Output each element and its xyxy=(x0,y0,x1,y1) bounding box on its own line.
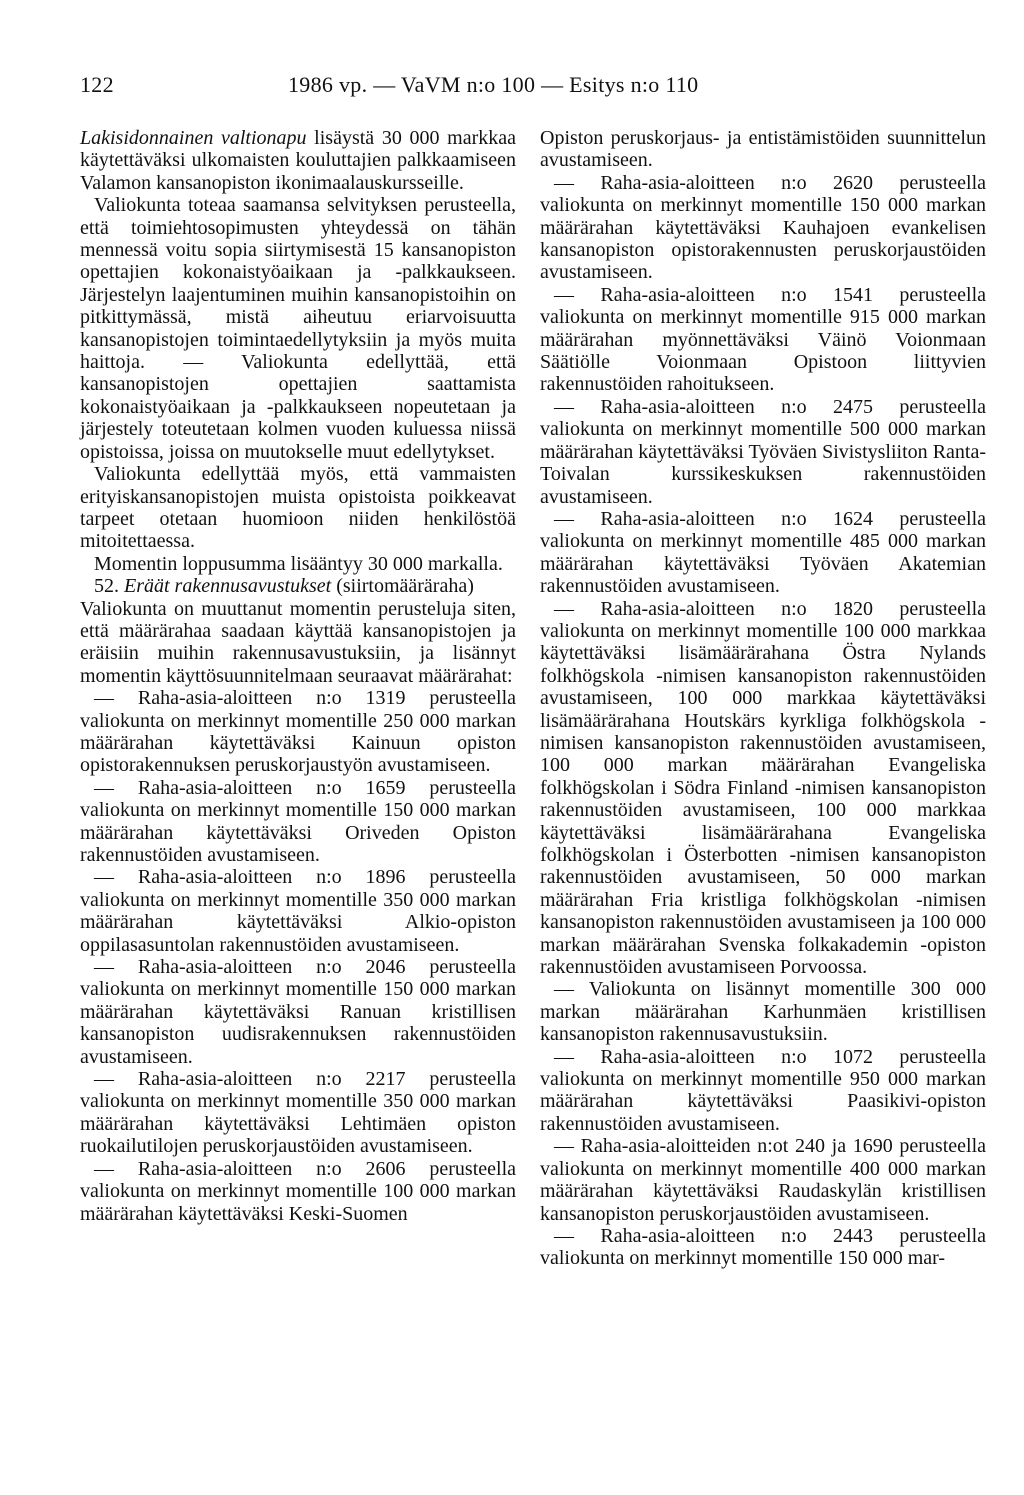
list-item: — Raha-asia-aloitteen n:o 2475 perusteella valiokunta on merkinnyt momentille 500 000 markan määrärahan käytettäväksi Työväen Sivistysliiton Ranta-Toivalan kurssikeskuksen rakennustöiden avustamiseen. xyxy=(540,395,986,508)
left-column xyxy=(80,127,516,1225)
list-item: — Raha-asia-aloitteen n:o 1319 perusteella valiokunta on merkinnyt momentille 250 000 markan määrärahan käytettäväksi Kainuun opiston opistorakennuksen peruskorjaustyön avustamiseen. xyxy=(80,687,516,777)
paragraph: Valiokunta edellyttää myös, että vammaisten erityiskansanopistojen muista opistoista poikkeavat tarpeet otetaan huomioon niiden henkilöstöä mitoitettaessa. xyxy=(80,463,516,553)
paragraph: Valiokunta toteaa saamansa selvityksen perusteella, että toimiehtosopimusten yhteydessä on tähän mennessä voitu sopia siirtymisestä 15 kansanopiston opettajien kokonaistyöaikaan ja -palkkaukseen. Järjestelyn laajentuminen muihin kansanopistoihin on pitkittymässä, mistä aiheutuu eriarvoisuutta kansanopistojen toimintaedellytyksiin ja myös muita haittoja. — Valiokunta edellyttää, että kansanopistojen opettajien saattamista kokonaistyöaikaan ja -palkkaukseen nopeutetaan ja järjestely toteutetaan kolmen vuoden kuluessa niissä opistoissa, joissa on muutokselle muut edellytykset. xyxy=(80,194,516,463)
list-item: — Raha-asia-aloitteen n:o 2620 perusteella valiokunta on merkinnyt momentille 150 000 markan määrärahan käytettäväksi Kauhajoen evankelisen kansanopiston opistorakennusten peruskorjaustöiden avustamiseen. xyxy=(540,171,986,284)
list-item: — Raha-asia-aloitteen n:o 1659 perusteella valiokunta on merkinnyt momentille 150 000 markan määrärahan käytettäväksi Oriveden Opiston rakennustöiden avustamiseen. xyxy=(80,776,516,866)
running-title: 1986 vp. — VaVM n:o 100 — Esitys n:o 110 xyxy=(288,72,699,97)
list-item: — Raha-asia-aloitteen n:o 2046 perusteella valiokunta on merkinnyt momentille 150 000 markan määrärahan käytettäväksi Ranuan kristillisen kansanopiston uudisrakennuksen rakennustöiden avustamiseen. xyxy=(80,956,516,1068)
section-suffix: (siirtomääräraha) xyxy=(331,575,474,598)
list-item: — Raha-asia-aloitteiden n:ot 240 ja 1690 perusteella valiokunta on merkinnyt momentille 400 000 markan määrärahan käytettäväksi Raudaskylän kristillisen kansanopiston peruskorjaustöiden avustamiseen. xyxy=(540,1135,986,1225)
intro-text: lisäystä 30 000 markkaa käytettäväksi ulkomaisten kouluttajien palkkaamiseen Valamon kansanopiston ikonimaalauskursseille. xyxy=(80,127,516,194)
section-number: 52. xyxy=(94,575,124,598)
list-item: — Raha-asia-aloitteen n:o 1896 perusteella valiokunta on merkinnyt momentille 350 000 markan määrärahan käytettäväksi Alkio-opiston oppilasasuntolan rakennustöiden avustamiseen. xyxy=(80,866,516,956)
list-item: — Raha-asia-aloitteen n:o 1624 perusteella valiokunta on merkinnyt momentille 485 000 markan määrärahan käytettäväksi Työväen Akatemian rakennustöiden avustamiseen. xyxy=(540,507,986,598)
paragraph: Momentin loppusumma lisääntyy 30 000 markalla. xyxy=(94,552,503,575)
list-item: — Raha-asia-aloitteen n:o 2606 perusteella valiokunta on merkinnyt momentille 100 000 markan määrärahan käytettäväksi Keski-Suomen xyxy=(80,1157,516,1225)
intro-paragraph xyxy=(80,127,516,194)
section-heading xyxy=(80,575,516,597)
list-item: — Raha-asia-aloitteen n:o 1820 perusteella valiokunta on merkinnyt momentille 100 000 markkaa käytettäväksi lisämäärärahana Östra Nylands folkhögskola -nimisen kansanopiston rakennustöiden avustamiseen, 100 000 markkaa käytettäväksi lisämäärärahana Houtskärs kyrkliga folkhögskola -nimisen kansanopiston rakennustöiden avustamiseen, 100 000 markan määrärahan Evangeliska folkhögskolan i Södra Finland -nimisen kansanopiston rakennustöiden avustamiseen, 100 000 markkaa käytettäväksi lisämäärärahana Evangeliska folkhögskolan i Österbotten -nimisen kansanopiston rakennustöiden avustamiseen, 50 000 markan määrärahan Fria kristliga folkhögskolan -nimisen kansanopiston rakennustöiden avustamiseen ja 100 000 markan määrärahan Svenska folkakademin -opiston rakennustöiden avustamiseen Porvoossa. xyxy=(540,597,986,979)
intro-italic-phrase: Lakisidonnainen valtionapu xyxy=(80,127,307,149)
section-title: Eräät rakennusavustukset xyxy=(124,575,332,598)
list-item: — Raha-asia-aloitteen n:o 2217 perusteella valiokunta on merkinnyt momentille 350 000 markan määrärahan käytettäväksi Lehtimäen opiston ruokailutilojen peruskorjaustöiden avustamiseen. xyxy=(80,1068,516,1158)
list-item: — Raha-asia-aloitteen n:o 2443 perusteella valiokunta on merkinnyt momentille 150 000 mar- xyxy=(540,1224,986,1270)
list-item: — Raha-asia-aloitteen n:o 1541 perusteella valiokunta on merkinnyt momentille 915 000 markan määrärahan myönnettäväksi Väinö Voionmaan Säätiölle Voionmaan Opistoon liittyvien rakennustöiden rahoitukseen. xyxy=(540,283,986,396)
continuation-paragraph: Opiston peruskorjaus- ja entistämistöiden suunnittelun avustamiseen. xyxy=(540,127,986,172)
page-number: 122 xyxy=(80,72,114,97)
list-item: — Valiokunta on lisännyt momentille 300 000 markan määrärahan Karhunmäen kristillisen kansanopiston rakennusavustuksiin. xyxy=(540,978,986,1046)
paragraph: Valiokunta on muuttanut momentin perusteluja siten, että määrärahaa saadaan käyttää kansanopistojen ja eräisiin muihin rakennusavustuksiin, ja lisännyt momentin käyttösuunnitelmaan seuraavat määrärahat: xyxy=(80,597,516,687)
list-item: — Raha-asia-aloitteen n:o 1072 perusteella valiokunta on merkinnyt momentille 950 000 markan määrärahan käytettäväksi Paasikivi-opiston rakennustöiden avustamiseen. xyxy=(540,1045,986,1135)
right-column xyxy=(540,127,986,1270)
